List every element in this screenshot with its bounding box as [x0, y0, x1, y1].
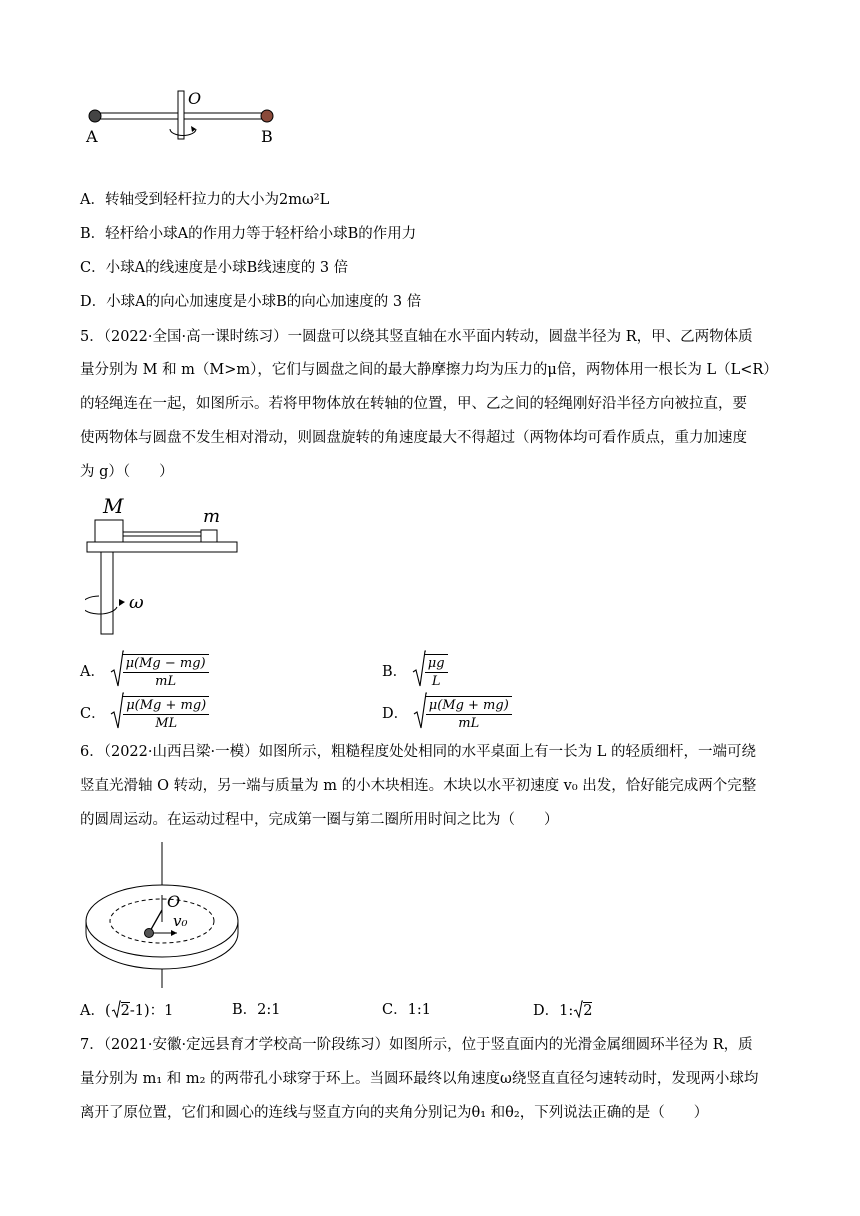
label-big-m: M [103, 494, 124, 518]
q6-option-b: B．2:1 [232, 1002, 281, 1018]
q5-option-b [382, 650, 448, 694]
sqrt-sign [111, 1000, 121, 1024]
sqrt-sign [413, 692, 427, 736]
sqrt-sign [412, 650, 426, 694]
q5-d-label: D． [382, 706, 409, 722]
q6-text-line1: 6．（2022·山西吕梁·一模）如图所示，粗糙程度处处相同的水平桌面上有一长为 L 的轻质细杆，一端可绕 [80, 744, 756, 760]
q5-a-denominator: mL [155, 674, 177, 689]
q5-c-label: C． [80, 706, 106, 722]
q4-option-a: A．转轴受到轻杆拉力的大小为2mω²L [80, 192, 330, 208]
q6-option-a [80, 1000, 173, 1024]
label-omega: ω [129, 592, 144, 613]
figure-table-disk [85, 840, 245, 990]
q6-a-tail: -1)：1 [129, 1003, 174, 1019]
figure-disk-masses [85, 492, 245, 637]
q5-text-line3: 的轻绳连在一起，如图所示。若将甲物体放在转轴的位置，甲、乙之间的轻绳刚好沿半径方向被拉直，要 [80, 396, 747, 412]
q6-a-radicand: 2 [120, 1003, 130, 1019]
q5-c-denominator: ML [155, 716, 178, 731]
table-disk-diagram [85, 840, 245, 990]
label-small-m: m [203, 506, 221, 527]
q5-c-numerator: μ(Mg + mg) [123, 697, 209, 715]
label-b: B [261, 127, 273, 146]
q5-option-a [80, 650, 209, 694]
q5-a-label: A． [80, 664, 105, 680]
q7-text-line2: 量分别为 m₁ 和 m₂ 的两带孔小球穿于环上。当圆环最终以角速度ω绕竖直直径匀速转动时，发现两小球均 [80, 1071, 759, 1087]
label-o: O [167, 892, 181, 911]
q5-option-d [382, 692, 512, 736]
q5-option-c [80, 692, 209, 736]
q5-b-numerator: μg [425, 655, 448, 673]
sqrt-sign [110, 692, 124, 736]
q5-d-numerator: μ(Mg + mg) [426, 697, 512, 715]
q6-option-d [533, 1000, 592, 1024]
q4-option-c: C．小球A的线速度是小球B线速度的 3 倍 [80, 260, 349, 276]
figure-rotating-rod [80, 85, 300, 155]
label-a: A [86, 127, 98, 146]
q5-text-line4: 使两物体与圆盘不发生相对滑动，则圆盘旋转的角速度最大不得超过（两物体均可看作质点，重力加速度 [80, 430, 747, 446]
q5-text-line1: 5．（2022·全国·高一课时练习）一圆盘可以绕其竖直轴在水平面内转动，圆盘半径为 R，甲、乙两物体质 [80, 329, 753, 345]
q6-d-radicand: 2 [583, 1003, 593, 1019]
q6-a-label: A．( [80, 1003, 111, 1019]
q6-option-c: C．1:1 [382, 1002, 431, 1018]
q5-b-label: B． [382, 664, 408, 680]
q7-text-line1: 7．（2021·安徽·定远县育才学校高一阶段练习）如图所示，位于竖直面内的光滑金属细圆环半径为 R，质 [80, 1037, 753, 1053]
q6-text-line3: 的圆周运动。在运动过程中，完成第一圈与第二圈所用时间之比为（ ） [80, 812, 559, 828]
sqrt-sign [110, 650, 124, 694]
q7-text-line3: 离开了原位置，它们和圆心的连线与竖直方向的夹角分别记为θ₁ 和θ₂，下列说法正确的是（ ） [80, 1105, 709, 1121]
q5-a-numerator: μ(Mg − mg) [123, 655, 209, 673]
q5-text-line5: 为 g）（ ） [80, 464, 174, 480]
q5-b-denominator: L [431, 674, 441, 689]
label-v0: v₀ [173, 912, 188, 930]
q5-d-denominator: mL [458, 716, 480, 731]
q4-option-d: D．小球A的向心加速度是小球B的向心加速度的 3 倍 [80, 294, 422, 310]
q4-option-b: B．轻杆给小球A的作用力等于轻杆给小球B的作用力 [80, 226, 417, 242]
label-o: O [188, 89, 202, 108]
q6-text-line2: 竖直光滑轴 O 转动，另一端与质量为 m 的小木块相连。木块以水平初速度 v₀ 出发，恰好能完成两个完整 [80, 778, 757, 794]
sqrt-sign [573, 1000, 583, 1024]
q5-text-line2: 量分别为 M 和 m（M>m），它们与圆盘之间的最大静摩擦力均为压力的μ倍，两物体用一根长为 L（L<R） [80, 362, 778, 378]
q6-d-label: D．1: [533, 1003, 574, 1019]
